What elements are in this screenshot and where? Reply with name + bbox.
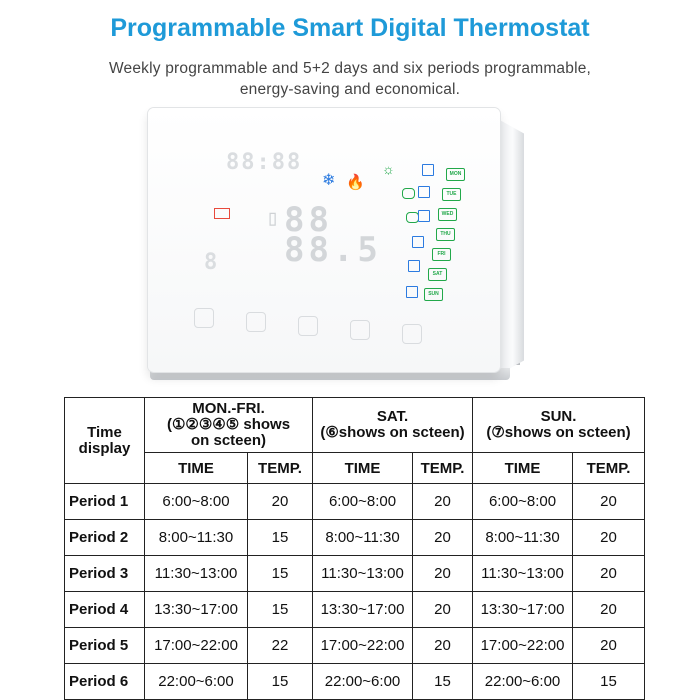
table-cell: 17:00~22:00 (145, 628, 248, 664)
day-wed: WED (438, 208, 457, 221)
weekday-group-header (145, 398, 313, 453)
table-row (65, 484, 645, 520)
time-display-label: Time display (78, 423, 131, 457)
table-cell: 20 (413, 484, 473, 520)
sub-header-time: TIME (313, 453, 413, 484)
table-cell: 20 (573, 592, 645, 628)
period-label: Period 3 (65, 556, 145, 592)
table-cell: 15 (248, 664, 313, 700)
table-cell: 11:30~13:00 (313, 556, 413, 592)
weekday-group-note-1: (①②③④⑤ shows (166, 416, 291, 433)
table-cell: 17:00~22:00 (473, 628, 573, 664)
clock-segment-display: 88:88 (226, 150, 303, 175)
table-cell: 22 (248, 628, 313, 664)
period-label: Period 2 (65, 520, 145, 556)
snowflake-icon: ❄ (322, 172, 336, 189)
day-mon: MON (446, 168, 465, 181)
table-cell: 20 (573, 484, 645, 520)
table-cell: 6:00~8:00 (313, 484, 413, 520)
table-cell: 20 (413, 592, 473, 628)
small-segment-display: 8 (204, 250, 220, 275)
table-cell: 8:00~11:30 (313, 520, 413, 556)
time-display-header (65, 398, 145, 484)
table-cell: 15 (248, 520, 313, 556)
table-cell: 17:00~22:00 (313, 628, 413, 664)
battery-warning-icon (214, 208, 230, 219)
table-cell: 20 (413, 628, 473, 664)
down-key-button[interactable] (350, 320, 370, 340)
up-key-button[interactable] (402, 324, 422, 344)
day-tue: TUE (442, 188, 461, 201)
device-screen (160, 118, 490, 354)
table-cell: 20 (413, 556, 473, 592)
weekday-group-note-2: on scteen) (191, 432, 267, 449)
table-cell: 11:30~13:00 (473, 556, 573, 592)
day-thu: THU (436, 228, 455, 241)
table-cell: 20 (573, 556, 645, 592)
cloud-icon (402, 188, 415, 199)
table-cell: 15 (573, 664, 645, 700)
period-label: Period 5 (65, 628, 145, 664)
flame-icon: 🔥 (346, 174, 365, 191)
sub-header-temp: TEMP. (248, 453, 313, 484)
schedule-table (64, 397, 645, 700)
saturday-group-title: SAT. (376, 408, 409, 425)
day-sun: SUN (424, 288, 443, 301)
set-temperature-segment-display: 88.5 (284, 230, 382, 270)
table-cell: 22:00~6:00 (145, 664, 248, 700)
day-sat: SAT (428, 268, 447, 281)
table-row (65, 520, 645, 556)
table-cell: 13:30~17:00 (145, 592, 248, 628)
subtitle-line-1: Weekly programmable and 5+2 days and six periods programmable, (108, 60, 592, 77)
sunday-group-header (473, 398, 645, 453)
period-label: Period 1 (65, 484, 145, 520)
day-fri: FRI (432, 248, 451, 261)
clock-key-button[interactable] (246, 312, 266, 332)
table-cell: 8:00~11:30 (473, 520, 573, 556)
table-cell: 20 (573, 520, 645, 556)
period-label: Period 6 (65, 664, 145, 700)
table-row (65, 628, 645, 664)
table-cell: 15 (413, 664, 473, 700)
table-cell: 15 (248, 556, 313, 592)
table-cell: 13:30~17:00 (473, 592, 573, 628)
table-cell: 20 (248, 484, 313, 520)
table-row (65, 556, 645, 592)
table-cell: 15 (248, 592, 313, 628)
table-cell: 6:00~8:00 (473, 484, 573, 520)
person-sleep-icon (408, 260, 420, 272)
person-return-icon (412, 236, 424, 248)
bed-icon (406, 286, 418, 298)
home-icon (422, 164, 434, 176)
table-cell: 20 (413, 520, 473, 556)
subtitle-line-2: energy-saving and economical. (239, 81, 461, 98)
sunday-group-note: (⑦shows on scteen) (486, 424, 631, 441)
power-key-button[interactable] (298, 316, 318, 336)
saturday-group-note: (⑥shows on scteen) (320, 424, 465, 441)
room-temperature-segment-display: 88 (284, 200, 333, 240)
person-home-icon (418, 186, 430, 198)
sub-header-time: TIME (473, 453, 573, 484)
table-cell: 8:00~11:30 (145, 520, 248, 556)
weekday-group-title: MON.-FRI. (192, 400, 265, 417)
table-cell: 6:00~8:00 (145, 484, 248, 520)
sun-icon: ☼ (382, 161, 395, 177)
table-cell: 13:30~17:00 (313, 592, 413, 628)
table-cell: 22:00~6:00 (473, 664, 573, 700)
menu-key-button[interactable] (194, 308, 214, 328)
device-side-edge (496, 118, 524, 376)
sub-header-temp: TEMP. (573, 453, 645, 484)
table-cell: 11:30~13:00 (145, 556, 248, 592)
table-cell: 20 (573, 628, 645, 664)
table-row (65, 664, 645, 700)
sunday-group-title: SUN. (540, 408, 577, 425)
sub-header-temp: TEMP. (413, 453, 473, 484)
period-label: Period 4 (65, 592, 145, 628)
person-leave-icon (418, 210, 430, 222)
sub-header-time: TIME (145, 453, 248, 484)
saturday-group-header (313, 398, 473, 453)
page-title: Programmable Smart Digital Thermostat (110, 14, 590, 42)
table-cell: 22:00~6:00 (313, 664, 413, 700)
table-row (65, 592, 645, 628)
lock-segment: ▯ (266, 206, 282, 231)
